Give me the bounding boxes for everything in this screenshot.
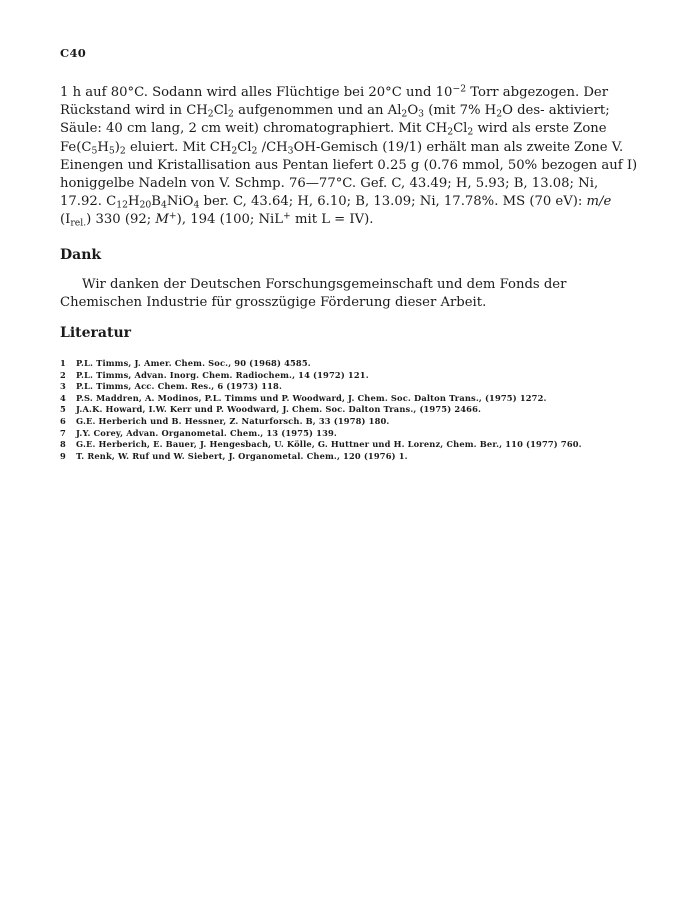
body-text: NiO: [166, 194, 194, 210]
subscript: 12: [116, 199, 128, 211]
subscript: 5: [91, 144, 98, 156]
reference-text: P.L. Timms, Advan. Inorg. Chem. Radiochem., 14 (1972) 121.: [76, 369, 369, 380]
body-text: mmol, 50% bezogen auf I) honiggelbe Nadeln von V. Schmp. 76—77°C. Gef. C,: [60, 157, 638, 192]
body-text: H: [128, 194, 140, 210]
reference-number: 7: [60, 427, 66, 438]
reference-number: 8: [60, 439, 66, 450]
body-text: 13.09; Ni, 17.78%. MS (70 eV):: [373, 194, 587, 210]
body-text: erste Zone Fe(C: [60, 121, 607, 155]
body-text: ), 194 (100; NiL: [176, 212, 284, 228]
subscript: 3: [287, 144, 294, 156]
reference-item: [60, 416, 650, 428]
reference-number: 3: [60, 381, 66, 392]
subscript: 5: [108, 144, 115, 156]
body-text: 43.49; H, 5.93; B, 13.08; Ni, 17.92. C: [60, 176, 599, 210]
body-text: O: [407, 103, 419, 119]
reference-list: [60, 358, 650, 462]
exponent: −2: [452, 83, 467, 95]
body-text: 1 h auf 80°C. Sodann wird alles Flüchtige bei 20°C und 10: [60, 85, 453, 100]
reference-item: [60, 428, 650, 440]
subscript: 2: [207, 108, 214, 120]
subscript: 2: [496, 108, 503, 120]
reference-text: P.L. Timms, J. Amer. Chem. Soc., 90 (1968) 4585.: [76, 358, 311, 368]
acknowledgement-paragraph: Wir danken der Deutschen Forschungsgemeinschaft und dem Fonds der Chemischen Industrie für grosszügige Förderung dieser Arbeit.: [60, 277, 567, 311]
reference-item: [60, 451, 650, 463]
subscript: 2: [251, 144, 258, 156]
body-text: O des-: [502, 103, 545, 119]
body-text-italic: M: [155, 212, 169, 228]
body-text: ) 330 (92;: [86, 212, 156, 228]
reference-text: P.S. Maddren, A. Modinos, P.L. Timms und P. Woodward, J. Chem. Soc. Dalton Trans., (1975) 1272.: [76, 392, 547, 403]
reference-item: [60, 404, 650, 416]
subscript: 2: [467, 126, 474, 138]
reference-number: 9: [60, 450, 66, 461]
body-text: Torr abgezogen.: [466, 85, 580, 100]
reference-text: P.L. Timms, Acc. Chem. Res., 6 (1973) 118.: [76, 381, 282, 392]
subscript: rel.: [70, 217, 87, 229]
body-text: ): [114, 139, 120, 155]
reference-number: 4: [60, 392, 66, 403]
reference-item: [60, 358, 650, 370]
body-text: (I: [60, 212, 71, 228]
reference-item: [60, 393, 650, 405]
reference-text: G.E. Herberich, E. Bauer, J. Hengesbach, U. Kölle, G. Huttner und H. Lorenz, Chem. Ber., 110 (1977) 760.: [76, 439, 582, 450]
body-text: ber. C, 43.64; H, 6.10; B,: [199, 194, 370, 210]
subscript: 2: [447, 126, 454, 138]
body-text: als zweite Zone V. Einengen und Kristallisation aus Pentan liefert 0.25 g (0.76: [60, 139, 624, 173]
body-text: Der Rückstand wird in CH: [60, 85, 609, 119]
subscript: 2: [401, 108, 408, 120]
body-text: OH-Gemisch (19/1) erhält man: [293, 139, 500, 155]
body-text: Cl: [453, 121, 468, 137]
subscript: 2: [119, 144, 126, 156]
body-text: aufgenommen und an Al: [233, 103, 402, 119]
section-heading-literatur: Literatur: [60, 325, 132, 341]
body-text: Cl: [213, 103, 228, 119]
body-text: eluiert. Mit CH: [125, 139, 232, 155]
body-text: aktiviert; Säule: 40 cm lang, 2 cm weit) chromatographiert. Mit CH: [60, 103, 610, 137]
reference-number: 1: [60, 358, 66, 368]
subscript: 4: [193, 199, 200, 211]
superscript: +: [283, 210, 291, 222]
reference-text: J.A.K. Howard, I.W. Kerr und P. Woodward, J. Chem. Soc. Dalton Trans., (1975) 2466.: [76, 404, 482, 415]
reference-text: J.Y. Corey, Advan. Organometal. Chem., 13 (1975) 139.: [76, 427, 337, 438]
body-text: H: [97, 139, 109, 155]
reference-item: [60, 439, 650, 451]
reference-text: T. Renk, W. Ruf und W. Siebert, J. Organometal. Chem., 120 (1976) 1.: [76, 450, 408, 461]
body-text: L = IV).: [321, 212, 374, 228]
reference-text: G.E. Herberich und B. Hessner, Z. Naturforsch. B, 33 (1978) 180.: [76, 415, 390, 426]
body-text: /CH: [257, 139, 288, 155]
subscript: 2: [228, 108, 234, 120]
reference-item: [60, 381, 650, 393]
subscript: 2: [231, 144, 238, 156]
experimental-paragraph: [60, 84, 640, 230]
body-text: wird als: [473, 121, 531, 137]
body-text: Cl: [237, 139, 252, 155]
superscript: +: [168, 210, 177, 222]
reference-number: 5: [60, 404, 66, 415]
section-heading-dank: Dank: [60, 247, 102, 263]
body-text: (mit 7% H: [424, 103, 497, 119]
subscript: 20: [139, 199, 152, 211]
reference-number: 2: [60, 369, 66, 380]
body-text: mit: [290, 212, 317, 228]
page-number: C40: [60, 46, 87, 60]
subscript: 4: [160, 199, 167, 211]
body-text-italic: m/e: [586, 194, 612, 210]
reference-number: 6: [60, 415, 66, 426]
reference-item: [60, 370, 650, 382]
body-text: B: [151, 194, 161, 210]
subscript: 3: [418, 108, 425, 120]
